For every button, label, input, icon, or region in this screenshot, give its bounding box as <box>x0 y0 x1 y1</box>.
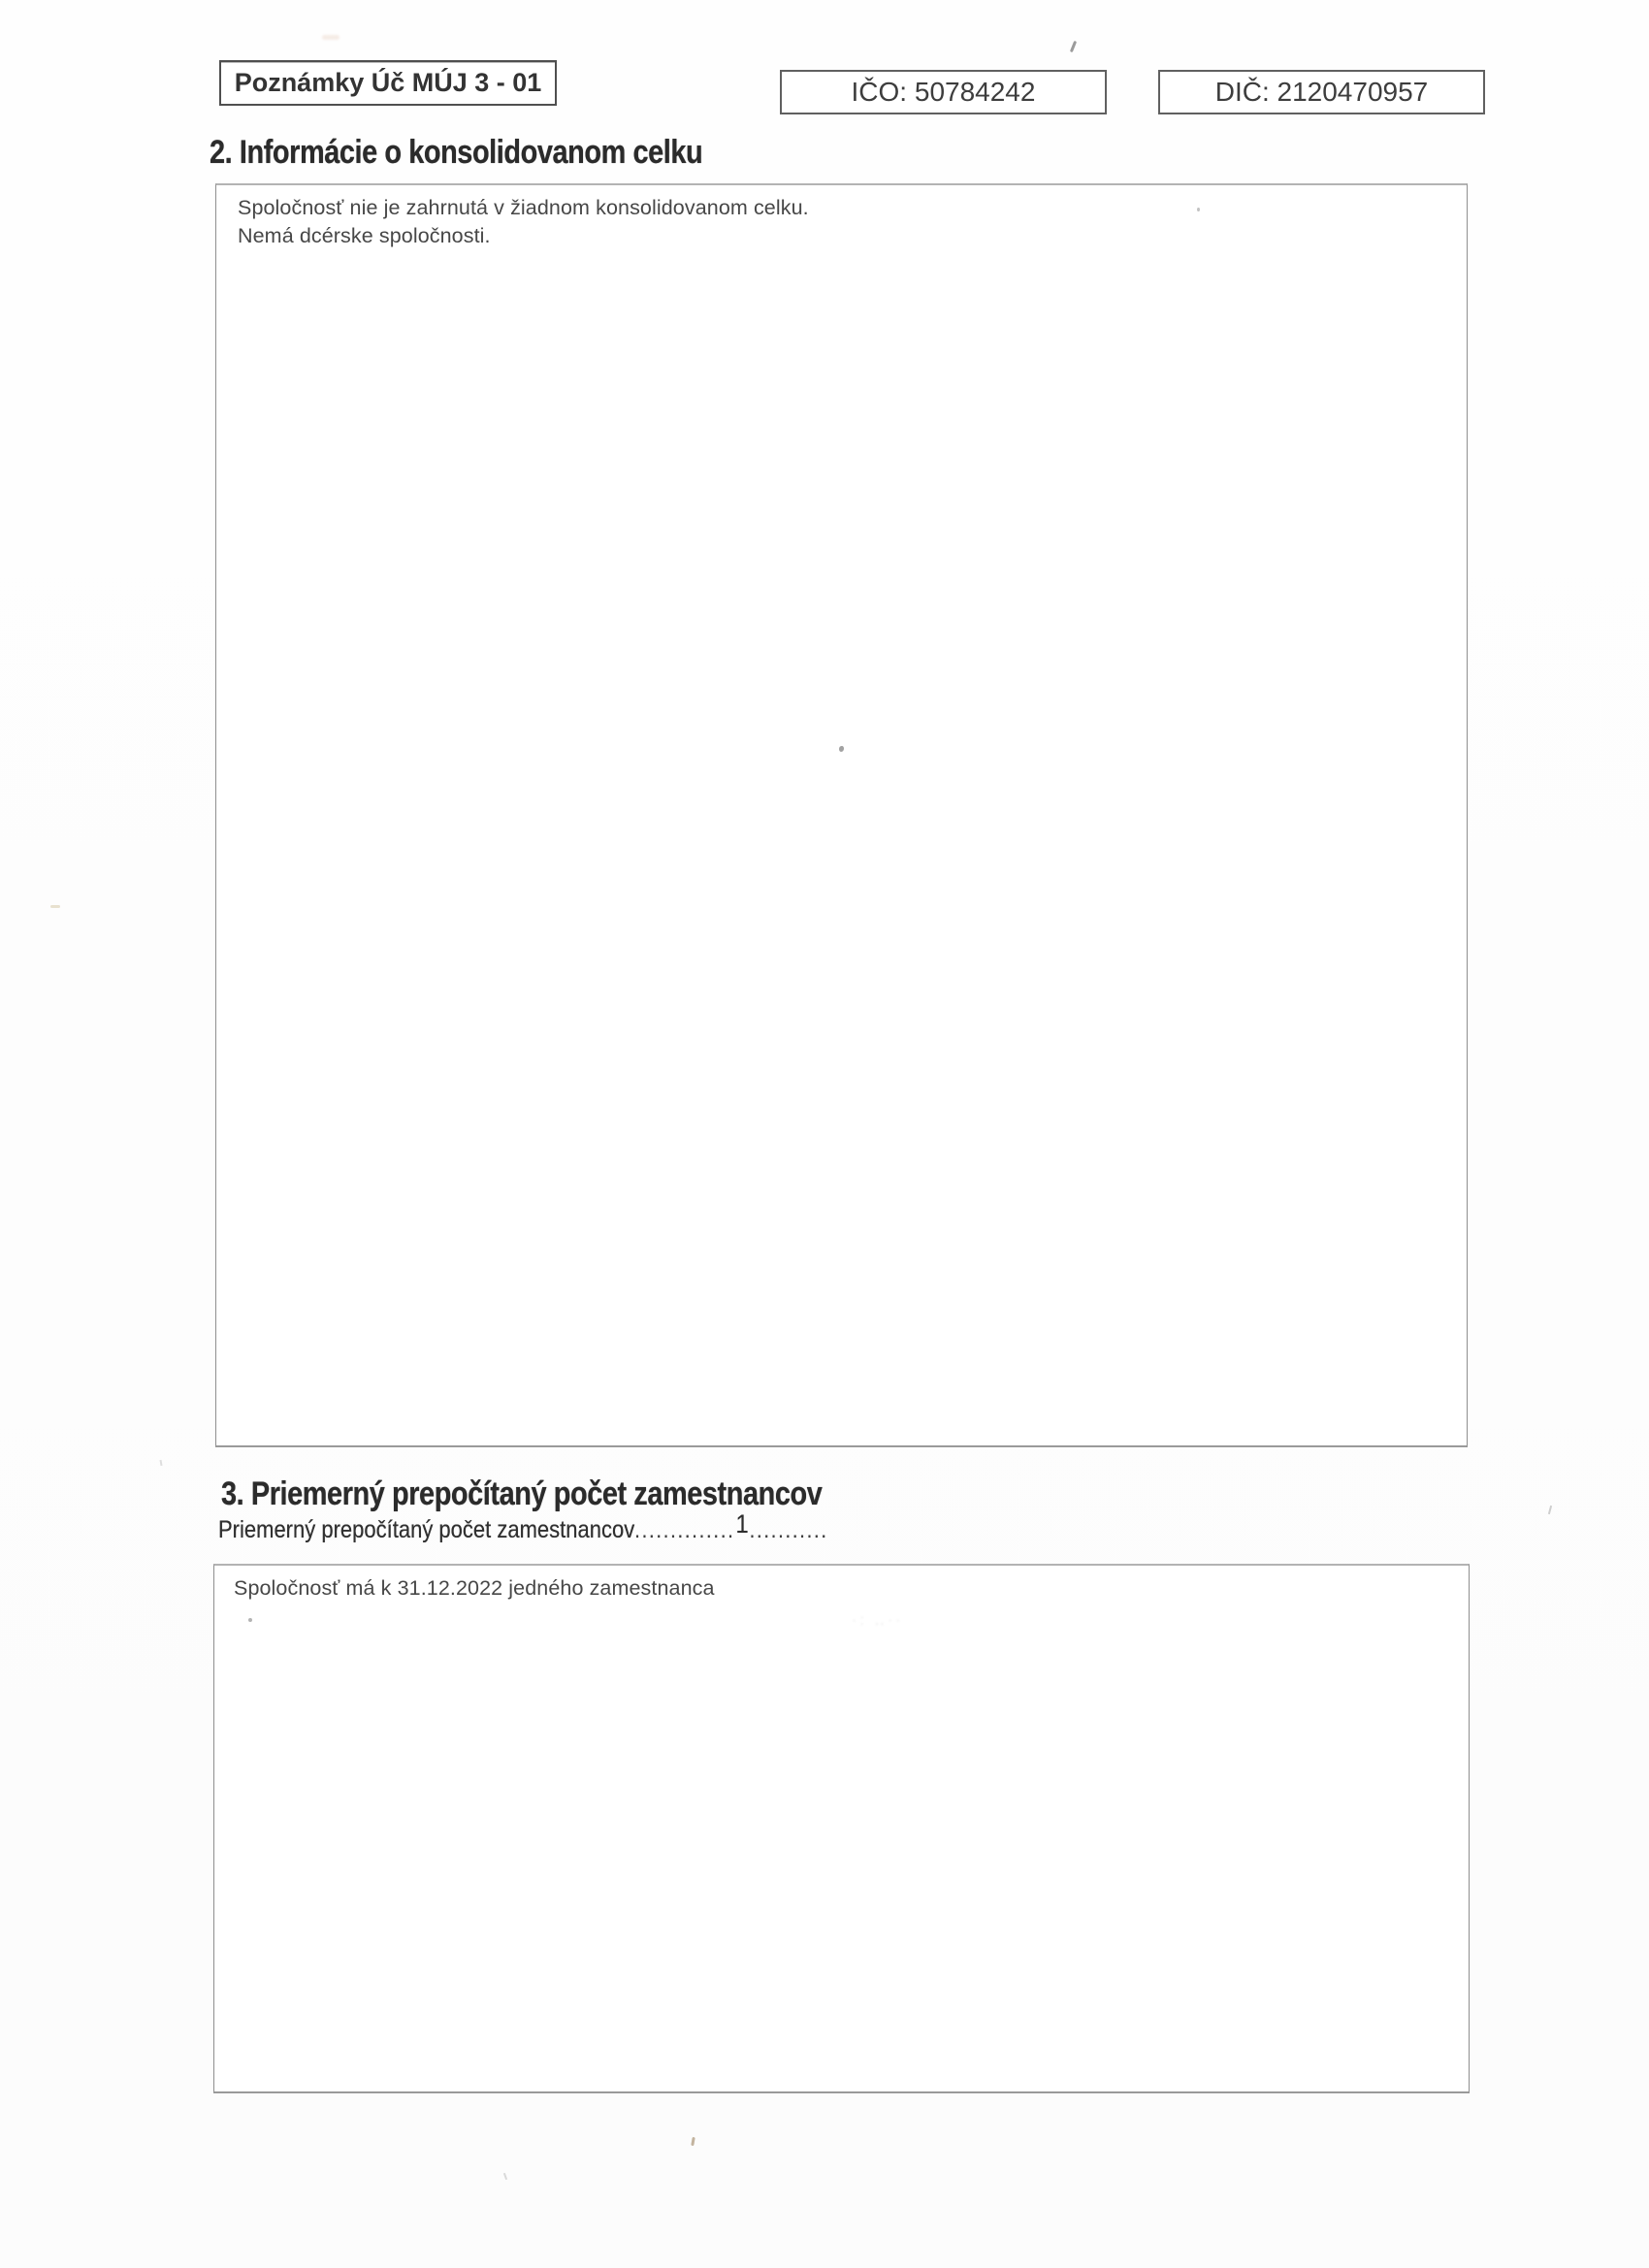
dic-label: DIČ: 2120470957 <box>1214 77 1429 107</box>
dic-box <box>1158 70 1485 114</box>
form-code-box <box>219 60 557 106</box>
ico-box <box>780 70 1107 114</box>
scan-speck <box>691 2137 695 2146</box>
section-2-content-box <box>215 183 1468 1447</box>
section-3-heading: 3. Priemerný prepočítaný počet zamestnancov <box>221 1475 823 1512</box>
section-2-line-2: Nemá dcérske spoločnosti. <box>238 224 491 247</box>
ico-label: IČO: 50784242 <box>851 77 1036 107</box>
employee-count-row <box>218 1509 828 1544</box>
dot-leader-after: ........... <box>749 1517 828 1542</box>
section-2-heading: 2. Informácie o konsolidovanom celku <box>210 134 703 171</box>
scan-speck <box>50 905 60 908</box>
scan-smudge: ·: ‥·· <box>852 1612 904 1629</box>
employee-count-value: 1 <box>735 1509 749 1539</box>
section-3-content-box <box>213 1564 1470 2093</box>
scan-speck <box>1197 208 1200 211</box>
scan-speck <box>248 1618 252 1622</box>
employee-count-label: Priemerný prepočítaný počet zamestnancov <box>218 1516 635 1543</box>
dot-leader-before: .............. <box>634 1517 735 1542</box>
section-2-line-1: Spoločnosť nie je zahrnutá v žiadnom konsolidovanom celku. <box>238 196 809 219</box>
scan-speck <box>159 1460 162 1466</box>
section-3-note: Spoločnosť má k 31.12.2022 jedného zamestnanca <box>234 1576 715 1600</box>
scan-speck <box>1070 41 1077 52</box>
scan-speck <box>503 2173 507 2180</box>
form-code-label: Poznámky Úč MÚJ 3 - 01 <box>234 68 542 97</box>
scan-speck <box>1548 1506 1552 1514</box>
scan-speck <box>322 35 340 40</box>
